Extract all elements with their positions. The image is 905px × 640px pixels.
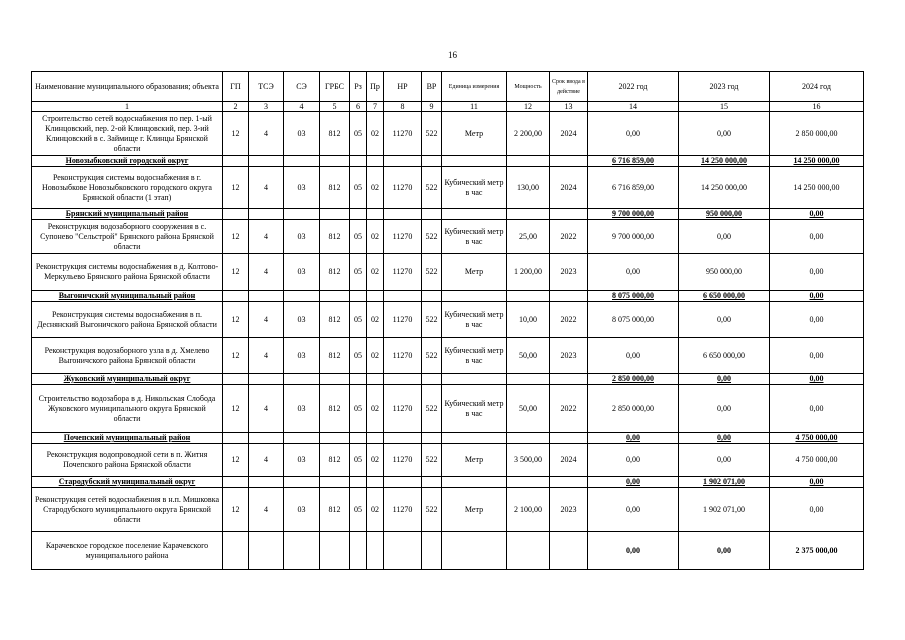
col-header-pr: Пр bbox=[367, 72, 384, 102]
cell-unit-empty bbox=[442, 291, 507, 302]
cell-term-empty bbox=[550, 291, 588, 302]
cell-gp-empty bbox=[223, 209, 249, 220]
cell-grbs-empty bbox=[320, 209, 350, 220]
cell-tse: 4 bbox=[249, 302, 284, 338]
cell-tse: 4 bbox=[249, 220, 284, 254]
cell-vr: 522 bbox=[422, 338, 442, 374]
col-header-power: Мощность bbox=[507, 72, 550, 102]
row-name: Новозыбковский городской округ bbox=[32, 156, 223, 167]
cell-nr: 11270 bbox=[384, 338, 422, 374]
cell-nr: 11270 bbox=[384, 167, 422, 209]
table-row bbox=[32, 220, 864, 254]
cell-se: 03 bbox=[284, 112, 320, 156]
cell-rz: 05 bbox=[350, 338, 367, 374]
cell-2024: 0,00 bbox=[770, 302, 864, 338]
cell-nr-empty bbox=[384, 291, 422, 302]
cell-se-empty bbox=[284, 291, 320, 302]
cell-se-empty bbox=[284, 374, 320, 385]
row-name: Реконструкция сетей водоснабжения в н.п. Мишковка Стародубского муниципального округа Брянской области bbox=[32, 488, 223, 532]
cell-unit: Кубический метр в час bbox=[442, 167, 507, 209]
cell-pr-empty bbox=[367, 532, 384, 570]
cell-nr-empty bbox=[384, 209, 422, 220]
section-row bbox=[32, 156, 864, 167]
cell-2023: 14 250 000,00 bbox=[679, 167, 770, 209]
cell-rz-empty bbox=[350, 291, 367, 302]
cell-2022: 2 850 000,00 bbox=[588, 385, 679, 433]
cell-2023: 0,00 bbox=[679, 433, 770, 444]
cell-2022: 8 075 000,00 bbox=[588, 302, 679, 338]
cell-power: 25,00 bbox=[507, 220, 550, 254]
section-row bbox=[32, 532, 864, 570]
cell-2022: 0,00 bbox=[588, 477, 679, 488]
cell-vr-empty bbox=[422, 156, 442, 167]
cell-2022: 2 850 000,00 bbox=[588, 374, 679, 385]
cell-grbs: 812 bbox=[320, 385, 350, 433]
cell-unit: Кубический метр в час bbox=[442, 220, 507, 254]
cell-vr-empty bbox=[422, 291, 442, 302]
cell-tse-empty bbox=[249, 291, 284, 302]
cell-power: 2 200,00 bbox=[507, 112, 550, 156]
col-number: 16 bbox=[770, 102, 864, 112]
cell-term: 2022 bbox=[550, 385, 588, 433]
cell-2022: 0,00 bbox=[588, 112, 679, 156]
cell-term-empty bbox=[550, 477, 588, 488]
col-number: 13 bbox=[550, 102, 588, 112]
cell-tse-empty bbox=[249, 477, 284, 488]
cell-2023: 0,00 bbox=[679, 302, 770, 338]
cell-pr: 02 bbox=[367, 385, 384, 433]
cell-nr: 11270 bbox=[384, 488, 422, 532]
cell-gp: 12 bbox=[223, 444, 249, 477]
cell-vr-empty bbox=[422, 433, 442, 444]
cell-power: 130,00 bbox=[507, 167, 550, 209]
cell-power-empty bbox=[507, 532, 550, 570]
cell-rz-empty bbox=[350, 532, 367, 570]
cell-pr: 02 bbox=[367, 338, 384, 374]
cell-term-empty bbox=[550, 209, 588, 220]
cell-grbs: 812 bbox=[320, 444, 350, 477]
cell-unit: Кубический метр в час bbox=[442, 338, 507, 374]
cell-pr: 02 bbox=[367, 444, 384, 477]
col-number: 11 bbox=[442, 102, 507, 112]
cell-gp-empty bbox=[223, 477, 249, 488]
cell-power-empty bbox=[507, 477, 550, 488]
cell-2022: 9 700 000,00 bbox=[588, 220, 679, 254]
cell-2023: 0,00 bbox=[679, 444, 770, 477]
col-number: 7 bbox=[367, 102, 384, 112]
cell-2024: 0,00 bbox=[770, 209, 864, 220]
cell-term: 2024 bbox=[550, 444, 588, 477]
col-number: 9 bbox=[422, 102, 442, 112]
cell-nr: 11270 bbox=[384, 385, 422, 433]
cell-grbs-empty bbox=[320, 374, 350, 385]
cell-unit: Кубический метр в час bbox=[442, 302, 507, 338]
cell-pr-empty bbox=[367, 477, 384, 488]
cell-2022: 8 075 000,00 bbox=[588, 291, 679, 302]
row-name: Реконструкция водозаборного сооружения в с. Супонево "Сельстрой" Брянского района Брянской области bbox=[32, 220, 223, 254]
col-number: 6 bbox=[350, 102, 367, 112]
cell-2022: 6 716 859,00 bbox=[588, 167, 679, 209]
table-row bbox=[32, 488, 864, 532]
cell-2023: 0,00 bbox=[679, 532, 770, 570]
cell-unit-empty bbox=[442, 209, 507, 220]
cell-unit: Метр bbox=[442, 444, 507, 477]
cell-vr: 522 bbox=[422, 167, 442, 209]
cell-vr: 522 bbox=[422, 302, 442, 338]
cell-nr-empty bbox=[384, 477, 422, 488]
col-header-2024: 2024 год bbox=[770, 72, 864, 102]
cell-grbs-empty bbox=[320, 477, 350, 488]
cell-pr-empty bbox=[367, 209, 384, 220]
cell-rz: 05 bbox=[350, 385, 367, 433]
col-header-grbs: ГРБС bbox=[320, 72, 350, 102]
cell-2024: 14 250 000,00 bbox=[770, 156, 864, 167]
cell-pr-empty bbox=[367, 291, 384, 302]
cell-tse-empty bbox=[249, 433, 284, 444]
cell-se: 03 bbox=[284, 444, 320, 477]
cell-vr: 522 bbox=[422, 488, 442, 532]
cell-se: 03 bbox=[284, 338, 320, 374]
cell-2024: 0,00 bbox=[770, 374, 864, 385]
cell-grbs: 812 bbox=[320, 338, 350, 374]
page-number: 16 bbox=[448, 50, 457, 60]
col-header-nr: НР bbox=[384, 72, 422, 102]
header-row bbox=[32, 72, 864, 102]
row-name: Почепский муниципальный район bbox=[32, 433, 223, 444]
cell-gp: 12 bbox=[223, 167, 249, 209]
col-number: 15 bbox=[679, 102, 770, 112]
row-name: Реконструкция системы водоснабжения в д. Колтово-Меркульево Брянского района Брянской области bbox=[32, 254, 223, 291]
cell-2022: 0,00 bbox=[588, 254, 679, 291]
cell-vr: 522 bbox=[422, 220, 442, 254]
cell-vr: 522 bbox=[422, 254, 442, 291]
cell-gp: 12 bbox=[223, 254, 249, 291]
cell-gp-empty bbox=[223, 374, 249, 385]
cell-unit-empty bbox=[442, 433, 507, 444]
row-name: Стародубский муниципальный округ bbox=[32, 477, 223, 488]
cell-vr-empty bbox=[422, 374, 442, 385]
cell-2024: 2 850 000,00 bbox=[770, 112, 864, 156]
cell-gp: 12 bbox=[223, 220, 249, 254]
row-name: Реконструкция системы водоснабжения в г. Новозыбкове Новозыбковского городского округа Брянской области (1 этап) bbox=[32, 167, 223, 209]
cell-2022: 9 700 000,00 bbox=[588, 209, 679, 220]
cell-tse: 4 bbox=[249, 385, 284, 433]
cell-2022: 6 716 859,00 bbox=[588, 156, 679, 167]
budget-table bbox=[31, 71, 864, 570]
cell-unit: Кубический метр в час bbox=[442, 385, 507, 433]
cell-power-empty bbox=[507, 156, 550, 167]
cell-2023: 0,00 bbox=[679, 220, 770, 254]
col-header-name: Наименование муниципального образования; объекта bbox=[32, 72, 223, 102]
cell-unit-empty bbox=[442, 156, 507, 167]
cell-rz: 05 bbox=[350, 488, 367, 532]
cell-pr: 02 bbox=[367, 220, 384, 254]
cell-pr-empty bbox=[367, 156, 384, 167]
table-row bbox=[32, 385, 864, 433]
cell-2022: 0,00 bbox=[588, 338, 679, 374]
cell-gp: 12 bbox=[223, 488, 249, 532]
col-number: 5 bbox=[320, 102, 350, 112]
cell-power: 50,00 bbox=[507, 385, 550, 433]
cell-2023: 1 902 071,00 bbox=[679, 477, 770, 488]
cell-unit: Метр bbox=[442, 254, 507, 291]
cell-rz-empty bbox=[350, 156, 367, 167]
cell-rz-empty bbox=[350, 209, 367, 220]
row-name: Строительство водозабора в д. Никольская Слобода Жуковского муниципального округа Брянской области bbox=[32, 385, 223, 433]
cell-gp: 12 bbox=[223, 112, 249, 156]
cell-2023: 950 000,00 bbox=[679, 209, 770, 220]
section-row bbox=[32, 291, 864, 302]
cell-grbs-empty bbox=[320, 291, 350, 302]
cell-tse-empty bbox=[249, 156, 284, 167]
cell-se: 03 bbox=[284, 254, 320, 291]
cell-2023: 1 902 071,00 bbox=[679, 488, 770, 532]
cell-power-empty bbox=[507, 209, 550, 220]
cell-pr: 02 bbox=[367, 112, 384, 156]
cell-grbs: 812 bbox=[320, 302, 350, 338]
cell-rz-empty bbox=[350, 477, 367, 488]
col-header-rz: Рз bbox=[350, 72, 367, 102]
cell-gp: 12 bbox=[223, 338, 249, 374]
cell-term-empty bbox=[550, 433, 588, 444]
cell-se: 03 bbox=[284, 385, 320, 433]
cell-unit-empty bbox=[442, 477, 507, 488]
cell-power: 2 100,00 bbox=[507, 488, 550, 532]
col-number: 1 bbox=[32, 102, 223, 112]
cell-term: 2023 bbox=[550, 488, 588, 532]
cell-grbs: 812 bbox=[320, 220, 350, 254]
row-name: Строительство сетей водоснабжения по пер. 1-ый Клинцовский, пер. 2-ой Клинцовский, пер. 3-ий Клинцовский в с. Займище г. Клинцы Брянской области bbox=[32, 112, 223, 156]
col-number: 12 bbox=[507, 102, 550, 112]
table-row bbox=[32, 444, 864, 477]
cell-2024: 0,00 bbox=[770, 254, 864, 291]
cell-vr-empty bbox=[422, 209, 442, 220]
section-row bbox=[32, 374, 864, 385]
cell-2023: 0,00 bbox=[679, 112, 770, 156]
cell-tse-empty bbox=[249, 532, 284, 570]
cell-unit: Метр bbox=[442, 112, 507, 156]
row-name: Реконструкция водозаборного узла в д. Хмелево Выгоничского района Брянской области bbox=[32, 338, 223, 374]
cell-rz: 05 bbox=[350, 167, 367, 209]
row-name: Брянский муниципальный район bbox=[32, 209, 223, 220]
table-row bbox=[32, 167, 864, 209]
column-number-row bbox=[32, 102, 864, 112]
cell-2024: 0,00 bbox=[770, 338, 864, 374]
cell-nr-empty bbox=[384, 374, 422, 385]
col-header-gp: ГП bbox=[223, 72, 249, 102]
cell-rz-empty bbox=[350, 374, 367, 385]
cell-grbs-empty bbox=[320, 532, 350, 570]
cell-pr-empty bbox=[367, 374, 384, 385]
section-row bbox=[32, 477, 864, 488]
cell-vr: 522 bbox=[422, 385, 442, 433]
cell-pr: 02 bbox=[367, 488, 384, 532]
cell-rz: 05 bbox=[350, 444, 367, 477]
cell-pr: 02 bbox=[367, 167, 384, 209]
cell-gp-empty bbox=[223, 156, 249, 167]
cell-nr: 11270 bbox=[384, 220, 422, 254]
cell-term: 2022 bbox=[550, 302, 588, 338]
cell-term-empty bbox=[550, 156, 588, 167]
cell-vr: 522 bbox=[422, 444, 442, 477]
cell-gp-empty bbox=[223, 532, 249, 570]
cell-se: 03 bbox=[284, 488, 320, 532]
cell-vr-empty bbox=[422, 477, 442, 488]
cell-rz-empty bbox=[350, 433, 367, 444]
cell-nr-empty bbox=[384, 156, 422, 167]
cell-term: 2023 bbox=[550, 254, 588, 291]
col-number: 3 bbox=[249, 102, 284, 112]
cell-term: 2023 bbox=[550, 338, 588, 374]
cell-unit-empty bbox=[442, 374, 507, 385]
cell-pr-empty bbox=[367, 433, 384, 444]
cell-term-empty bbox=[550, 532, 588, 570]
cell-tse: 4 bbox=[249, 112, 284, 156]
cell-vr-empty bbox=[422, 532, 442, 570]
cell-2023: 0,00 bbox=[679, 385, 770, 433]
col-header-term: Срок ввода в действие bbox=[550, 72, 588, 102]
table-row bbox=[32, 254, 864, 291]
cell-rz: 05 bbox=[350, 220, 367, 254]
cell-power: 10,00 bbox=[507, 302, 550, 338]
col-number: 2 bbox=[223, 102, 249, 112]
col-header-unit: Единица измерения bbox=[442, 72, 507, 102]
cell-nr: 11270 bbox=[384, 302, 422, 338]
section-row bbox=[32, 433, 864, 444]
col-number: 14 bbox=[588, 102, 679, 112]
cell-power: 50,00 bbox=[507, 338, 550, 374]
cell-se: 03 bbox=[284, 167, 320, 209]
row-name: Карачевское городское поселение Карачевского муниципального района bbox=[32, 532, 223, 570]
cell-grbs: 812 bbox=[320, 488, 350, 532]
cell-grbs-empty bbox=[320, 156, 350, 167]
cell-nr-empty bbox=[384, 433, 422, 444]
cell-2022: 0,00 bbox=[588, 444, 679, 477]
cell-2022: 0,00 bbox=[588, 433, 679, 444]
cell-unit: Метр bbox=[442, 488, 507, 532]
cell-se-empty bbox=[284, 209, 320, 220]
table-row bbox=[32, 338, 864, 374]
cell-pr: 02 bbox=[367, 302, 384, 338]
row-name: Жуковский муниципальный округ bbox=[32, 374, 223, 385]
cell-se: 03 bbox=[284, 302, 320, 338]
table-row bbox=[32, 112, 864, 156]
cell-rz: 05 bbox=[350, 302, 367, 338]
cell-term: 2024 bbox=[550, 167, 588, 209]
col-number: 8 bbox=[384, 102, 422, 112]
cell-nr-empty bbox=[384, 532, 422, 570]
cell-nr: 11270 bbox=[384, 112, 422, 156]
cell-2024: 0,00 bbox=[770, 220, 864, 254]
row-name: Реконструкция водопроводной сети в п. Житня Почепского района Брянской области bbox=[32, 444, 223, 477]
cell-power: 3 500,00 bbox=[507, 444, 550, 477]
col-header-2023: 2023 год bbox=[679, 72, 770, 102]
cell-nr: 11270 bbox=[384, 444, 422, 477]
cell-se-empty bbox=[284, 156, 320, 167]
cell-tse-empty bbox=[249, 209, 284, 220]
row-name: Выгоничский муниципальный район bbox=[32, 291, 223, 302]
cell-2024: 0,00 bbox=[770, 291, 864, 302]
cell-vr: 522 bbox=[422, 112, 442, 156]
cell-se-empty bbox=[284, 477, 320, 488]
cell-2022: 0,00 bbox=[588, 488, 679, 532]
cell-rz: 05 bbox=[350, 112, 367, 156]
section-row bbox=[32, 209, 864, 220]
cell-2024: 0,00 bbox=[770, 477, 864, 488]
col-header-vr: ВР bbox=[422, 72, 442, 102]
cell-2023: 6 650 000,00 bbox=[679, 338, 770, 374]
cell-term-empty bbox=[550, 374, 588, 385]
cell-grbs: 812 bbox=[320, 167, 350, 209]
cell-unit-empty bbox=[442, 532, 507, 570]
cell-tse: 4 bbox=[249, 488, 284, 532]
cell-rz: 05 bbox=[350, 254, 367, 291]
cell-gp-empty bbox=[223, 291, 249, 302]
cell-power-empty bbox=[507, 374, 550, 385]
cell-gp: 12 bbox=[223, 385, 249, 433]
cell-2024: 4 750 000,00 bbox=[770, 444, 864, 477]
cell-term: 2022 bbox=[550, 220, 588, 254]
cell-power-empty bbox=[507, 291, 550, 302]
col-header-se: СЭ bbox=[284, 72, 320, 102]
cell-tse: 4 bbox=[249, 254, 284, 291]
cell-2022: 0,00 bbox=[588, 532, 679, 570]
cell-tse: 4 bbox=[249, 167, 284, 209]
cell-2023: 0,00 bbox=[679, 374, 770, 385]
cell-2024: 0,00 bbox=[770, 488, 864, 532]
row-name: Реконструкция системы водоснабжения в п. Деснянский Выгоничского района Брянской области bbox=[32, 302, 223, 338]
cell-grbs: 812 bbox=[320, 112, 350, 156]
cell-gp-empty bbox=[223, 433, 249, 444]
cell-pr: 02 bbox=[367, 254, 384, 291]
cell-tse: 4 bbox=[249, 444, 284, 477]
cell-2023: 14 250 000,00 bbox=[679, 156, 770, 167]
cell-2024: 14 250 000,00 bbox=[770, 167, 864, 209]
cell-nr: 11270 bbox=[384, 254, 422, 291]
cell-grbs: 812 bbox=[320, 254, 350, 291]
cell-se: 03 bbox=[284, 220, 320, 254]
cell-gp: 12 bbox=[223, 302, 249, 338]
col-header-tse: ТСЭ bbox=[249, 72, 284, 102]
cell-2024: 0,00 bbox=[770, 385, 864, 433]
cell-2024: 2 375 000,00 bbox=[770, 532, 864, 570]
cell-grbs-empty bbox=[320, 433, 350, 444]
cell-tse: 4 bbox=[249, 338, 284, 374]
cell-se-empty bbox=[284, 532, 320, 570]
cell-2024: 4 750 000,00 bbox=[770, 433, 864, 444]
cell-power: 1 200,00 bbox=[507, 254, 550, 291]
cell-power-empty bbox=[507, 433, 550, 444]
table-row bbox=[32, 302, 864, 338]
cell-term: 2024 bbox=[550, 112, 588, 156]
cell-tse-empty bbox=[249, 374, 284, 385]
col-number: 4 bbox=[284, 102, 320, 112]
cell-2023: 950 000,00 bbox=[679, 254, 770, 291]
col-header-2022: 2022 год bbox=[588, 72, 679, 102]
cell-2023: 6 650 000,00 bbox=[679, 291, 770, 302]
cell-se-empty bbox=[284, 433, 320, 444]
